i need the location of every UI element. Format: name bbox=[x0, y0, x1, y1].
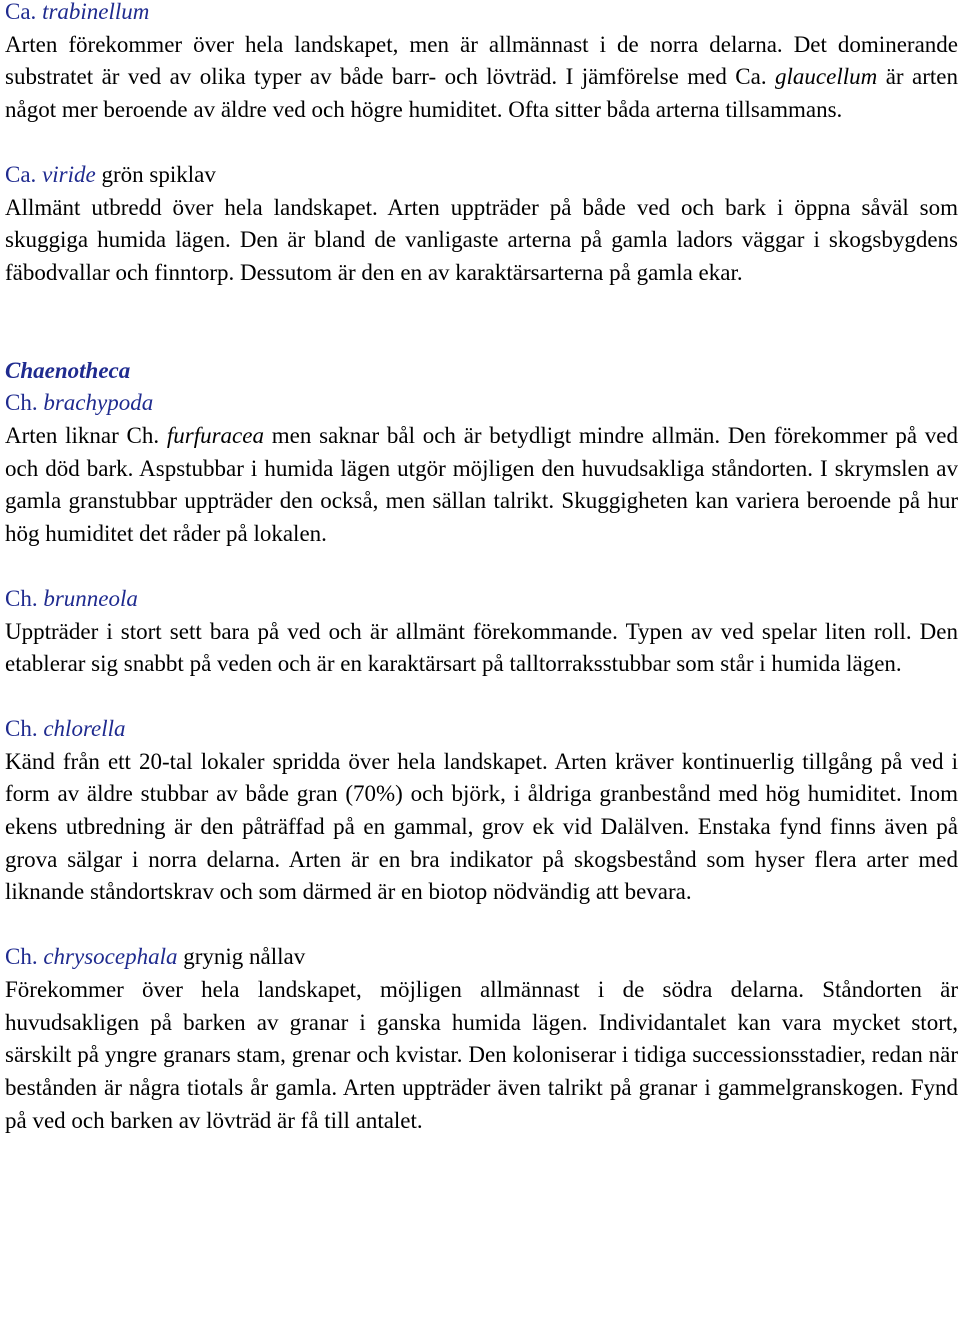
genus-abbrev: Ca. bbox=[5, 0, 37, 24]
species-heading-brachypoda bbox=[5, 387, 958, 420]
species-entry-trabinellum bbox=[5, 0, 958, 127]
document-page bbox=[5, 0, 958, 1137]
description-italic-name: furfuracea bbox=[166, 423, 264, 449]
species-description-brachypoda bbox=[5, 420, 958, 551]
species-heading-chlorella bbox=[5, 713, 958, 746]
species-epithet: brunneola bbox=[43, 585, 138, 611]
species-entry-brunneola bbox=[5, 583, 958, 681]
description-text: Arten liknar Ch. bbox=[5, 423, 167, 449]
species-heading-brunneola bbox=[5, 583, 958, 616]
description-text: Arten förekommer över hela landskapet, men är allmännast i de norra delarna. Det dominerande substratet är ved av olika typer av både barr- och lövträd. I jämförelse med Ca. bbox=[5, 31, 958, 90]
species-entry-brachypoda bbox=[5, 387, 958, 551]
genus-abbrev: Ch. bbox=[5, 585, 38, 611]
genus-abbrev: Ch. bbox=[5, 944, 38, 970]
genus-abbrev: Ca. bbox=[5, 161, 37, 187]
species-epithet: trabinellum bbox=[42, 0, 150, 24]
genus-abbrev: Ch. bbox=[5, 715, 38, 741]
species-entry-viride bbox=[5, 159, 958, 290]
species-description-brunneola: Uppträder i stort sett bara på ved och är allmänt förekommande. Typen av ved spelar liten roll. Den etablerar sig snabbt på veden och är en karaktärsart på talltorraksstubbar som står i humida lägen. bbox=[5, 618, 958, 677]
description-text: är arten något mer beroende av äldre ved och högre humiditet. Ofta sitter båda arterna tillsammans. bbox=[5, 64, 958, 123]
species-description-viride: Allmänt utbredd över hela landskapet. Arten uppträder på både ved och bark i öppna såväl som skuggiga humida lägen. Den är bland de vanligaste arterna på gamla ladors väggar i skogsbygdens fäbodvallar och finntorp. Dessutom är den en av karaktärsarterna på gamla ekar. bbox=[5, 194, 958, 285]
species-entry-chlorella bbox=[5, 713, 958, 909]
species-description-chlorella: Känd från ett 20-tal lokaler spridda över hela landskapet. Arten kräver kontinuerlig tillgång på ved i form av äldre stubbar av både gran (70%) och björk, i åldriga granbestånd med hög humiditet. Inom ekens utbredning är den påträffad på en gammal, grov ek vid Dalälven. Enstaka fynd finns även på grova sälgar i norra delarna. Arten är en bra indikator på skogsbestånd som hyser flera arter med liknande ståndortskrav och som därmed är en biotop nödvändig att bevara. bbox=[5, 748, 958, 905]
species-heading-chrysocephala bbox=[5, 941, 958, 974]
species-epithet: chrysocephala bbox=[43, 944, 178, 970]
species-epithet: brachypoda bbox=[43, 390, 154, 416]
species-entry-chrysocephala bbox=[5, 941, 958, 1137]
species-epithet: chlorella bbox=[43, 715, 126, 741]
species-heading-trabinellum bbox=[5, 0, 958, 29]
description-italic-name: glaucellum bbox=[775, 64, 878, 90]
description-text: men saknar bål och är betydligt mindre allmän. Den förekommer på ved och död bark. Aspstubbar i humida lägen utgör möjligen den huvudsakliga ståndorten. I skrymslen av gamla granstubbar uppträder den också, men sällan talrikt. Skuggigheten kan variera beroende på hur hög humiditet det råder på lokalen. bbox=[5, 423, 958, 547]
common-name: grön spiklav bbox=[95, 161, 216, 187]
species-heading-viride bbox=[5, 159, 958, 192]
genus-heading: Chaenotheca bbox=[5, 357, 131, 383]
species-description-trabinellum bbox=[5, 29, 958, 127]
species-description-chrysocephala: Förekommer över hela landskapet, möjligen allmännast i de södra delarna. Ståndorten är huvudsakligen på barken av granar i ganska humida lägen. Individantalet kan vara mycket stort, särskilt på yngre granars stam, grenar och kvistar. Den koloniserar i tidiga successionsstadier, redan när bestånden är några tiotals år gamla. Arten uppträder även talrikt på granar i gammelgranskogen. Fynd på ved och barken av lövträd är få till antalet. bbox=[5, 976, 958, 1133]
species-epithet: viride bbox=[42, 161, 96, 187]
common-name: grynig nållav bbox=[177, 944, 306, 970]
genus-abbrev: Ch. bbox=[5, 390, 38, 416]
